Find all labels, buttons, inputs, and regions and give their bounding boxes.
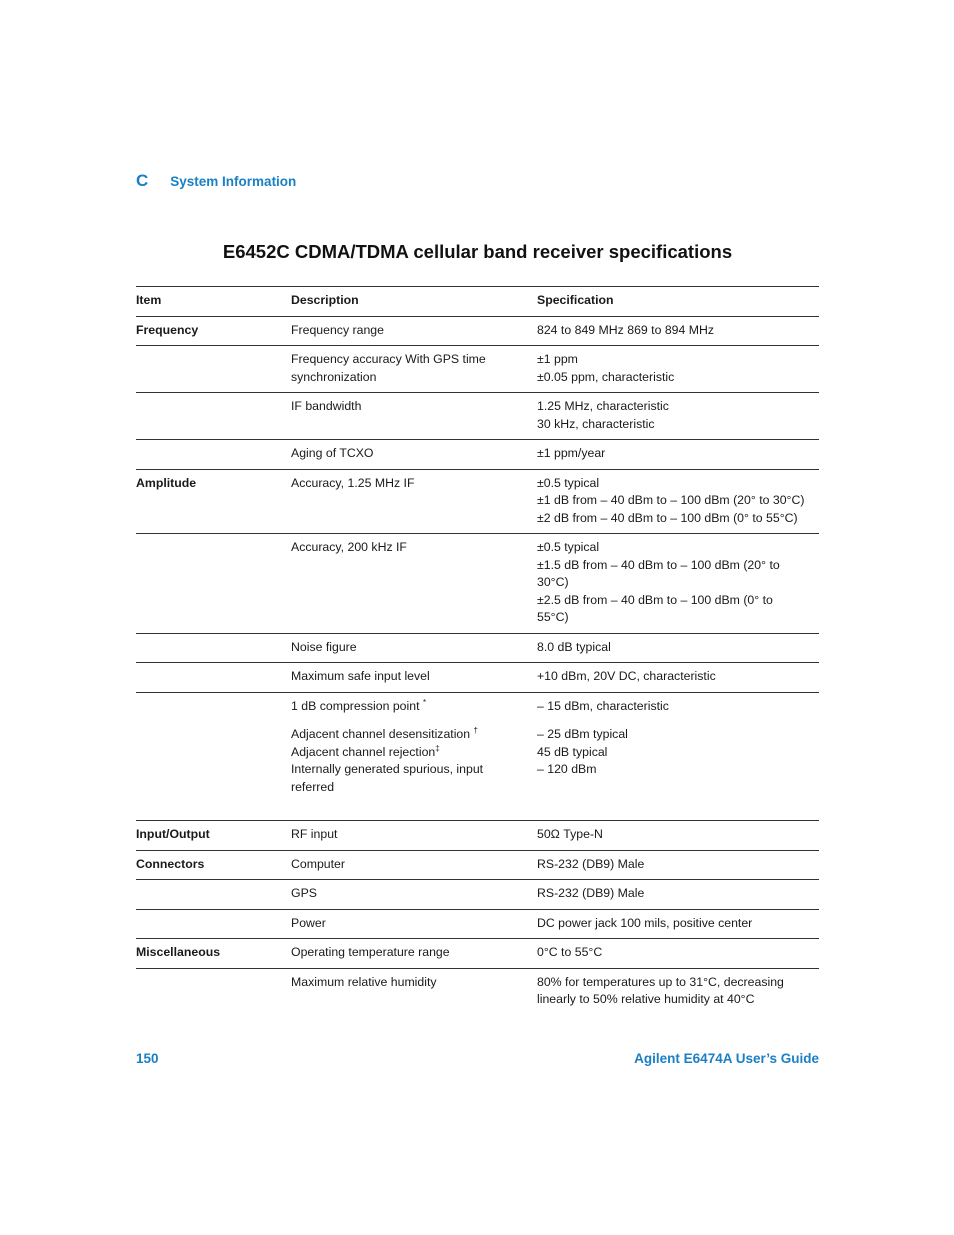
table-row: [136, 909, 819, 939]
table-row: [136, 440, 819, 470]
specification-line: 30 kHz, characteristic: [537, 416, 655, 431]
specification-cell: [537, 909, 819, 939]
page-number: 150: [136, 1051, 159, 1066]
item-cell: Input/Output: [136, 827, 210, 841]
table-row: [136, 880, 819, 910]
specification-cell: [537, 968, 819, 1015]
description-cell: [291, 469, 537, 534]
description-line: Maximum relative humidity: [291, 974, 437, 989]
spec-table-body: [136, 316, 819, 1015]
item-cell: [136, 633, 291, 663]
table-row: [136, 850, 819, 880]
page-title: E6452C CDMA/TDMA cellular band receiver specifications: [222, 241, 733, 262]
specification-line: 30°C): [537, 575, 569, 589]
specification-line: ±0.5 typical: [537, 540, 600, 554]
specification-line: RS-232 (DB9) Male: [537, 886, 645, 900]
description-cell: [291, 692, 537, 821]
table-row: [136, 692, 819, 821]
desensitization-label: [291, 726, 537, 744]
specification-line: ±2 dB from – 40 dBm to – 100 dBm (0° to 55°C): [537, 510, 798, 525]
desens-label-text: Adjacent channel desensitization: [291, 727, 471, 741]
specification-line: RS-232 (DB9) Male: [537, 856, 645, 871]
description-line: Frequency range: [291, 322, 384, 337]
specification-line: linearly to 50% relative humidity at 40°C: [537, 992, 755, 1006]
item-cell: [136, 692, 291, 821]
specification-cell: [537, 393, 819, 440]
spurious-label-line: referred: [291, 779, 335, 794]
column-header-item: Item: [136, 293, 162, 307]
table-row: [136, 346, 819, 393]
guide-title: Agilent E6474A User’s Guide: [634, 1051, 819, 1066]
specification-line: +10 dBm, 20V DC, characteristic: [537, 669, 716, 683]
description-cell: [291, 821, 537, 851]
description-line: Aging of TCXO: [291, 446, 374, 460]
item-cell: [136, 534, 291, 634]
table-row: [136, 633, 819, 663]
compression-label-text: 1 dB compression point: [291, 698, 420, 713]
description-line: Operating temperature range: [291, 945, 450, 959]
specification-line: 8.0 dB typical: [537, 639, 611, 654]
item-cell: [136, 393, 291, 440]
description-line: RF input: [291, 827, 338, 841]
description-cell: [291, 939, 537, 969]
specification-line: ±0.05 ppm, characteristic: [537, 369, 675, 384]
rejection-value: 45 dB typical: [537, 744, 608, 759]
table-header-row: [136, 287, 819, 317]
specification-line: ±1 dB from – 40 dBm to – 100 dBm (20° to 30°C): [537, 493, 805, 507]
specification-cell: [537, 633, 819, 663]
specification-cell: [537, 850, 819, 880]
specification-line: 80% for temperatures up to 31°C, decreasing: [537, 974, 784, 989]
description-cell: [291, 534, 537, 634]
table-row: [136, 316, 819, 346]
description-line: Accuracy, 200 kHz IF: [291, 540, 407, 554]
item-cell: [136, 880, 291, 910]
specification-cell: [537, 316, 819, 346]
description-line: Noise figure: [291, 639, 357, 654]
description-cell: [291, 316, 537, 346]
specification-cell: [537, 880, 819, 910]
item-cell: Amplitude: [136, 475, 197, 490]
description-line: IF bandwidth: [291, 399, 362, 413]
table-row: [136, 821, 819, 851]
description-line: Frequency accuracy With GPS time: [291, 352, 486, 366]
specification-line: 55°C): [537, 610, 569, 624]
spurious-value: – 120 dBm: [537, 762, 597, 776]
table-row: [136, 968, 819, 1015]
footnote-mark-asterisk: *: [422, 697, 427, 707]
item-cell: Connectors: [136, 856, 205, 871]
desensitization-value: – 25 dBm typical: [537, 727, 628, 741]
section-title: System Information: [170, 174, 297, 189]
rejection-label: [291, 744, 537, 762]
specification-line: 824 to 849 MHz 869 to 894 MHz: [537, 322, 715, 337]
appendix-letter: C: [136, 171, 149, 190]
specification-cell: [537, 821, 819, 851]
description-cell: [291, 968, 537, 1015]
item-cell: [136, 663, 291, 693]
item-cell: Miscellaneous: [136, 945, 221, 959]
table-row: [136, 534, 819, 634]
description-cell: [291, 440, 537, 470]
specification-line: 1.25 MHz, characteristic: [537, 399, 669, 413]
table-row: [136, 393, 819, 440]
description-cell: [291, 663, 537, 693]
spec-table: [136, 286, 819, 1015]
specification-line: ±0.5 typical: [537, 475, 600, 490]
description-cell: [291, 850, 537, 880]
item-cell: [136, 968, 291, 1015]
description-line: Maximum safe input level: [291, 669, 430, 683]
compression-point-value: – 15 dBm, characteristic: [537, 698, 669, 713]
table-row: [136, 939, 819, 969]
specification-cell: [537, 939, 819, 969]
specification-cell: [537, 440, 819, 470]
description-line: Power: [291, 915, 326, 930]
table-row: [136, 663, 819, 693]
specification-line: ±1 ppm/year: [537, 446, 606, 460]
specification-line: ±1 ppm: [537, 352, 578, 366]
specification-line: ±1.5 dB from – 40 dBm to – 100 dBm (20° to: [537, 557, 780, 572]
table-row: [136, 469, 819, 534]
column-header-description: Description: [291, 293, 359, 307]
specification-line: 50Ω Type-N: [537, 827, 603, 841]
specification-line: DC power jack 100 mils, positive center: [537, 915, 753, 930]
description-cell: [291, 909, 537, 939]
item-cell: [136, 440, 291, 470]
rejection-label-text: Adjacent channel rejection: [291, 744, 436, 759]
specification-cell: [537, 534, 819, 634]
description-line: synchronization: [291, 369, 377, 384]
specification-cell: [537, 469, 819, 534]
item-cell: [136, 346, 291, 393]
specification-cell: [537, 692, 819, 821]
column-header-specification: Specification: [537, 293, 614, 307]
running-header: [136, 171, 296, 191]
description-line: Accuracy, 1.25 MHz IF: [291, 475, 415, 490]
specification-line: ±2.5 dB from – 40 dBm to – 100 dBm (0° to: [537, 592, 773, 607]
item-cell: Frequency: [136, 322, 199, 337]
description-cell: [291, 393, 537, 440]
specification-line: 0°C to 55°C: [537, 945, 603, 959]
footnote-mark-dagger: †: [473, 726, 478, 735]
description-cell: [291, 346, 537, 393]
specification-cell: [537, 663, 819, 693]
description-line: GPS: [291, 886, 317, 900]
item-cell: [136, 909, 291, 939]
description-cell: [291, 880, 537, 910]
description-line: Computer: [291, 856, 345, 871]
description-cell: [291, 633, 537, 663]
spurious-label-line: Internally generated spurious, input: [291, 762, 484, 776]
specification-cell: [537, 346, 819, 393]
compression-point-label: [291, 698, 537, 716]
footnote-mark-double-dagger: ‡: [435, 743, 440, 753]
